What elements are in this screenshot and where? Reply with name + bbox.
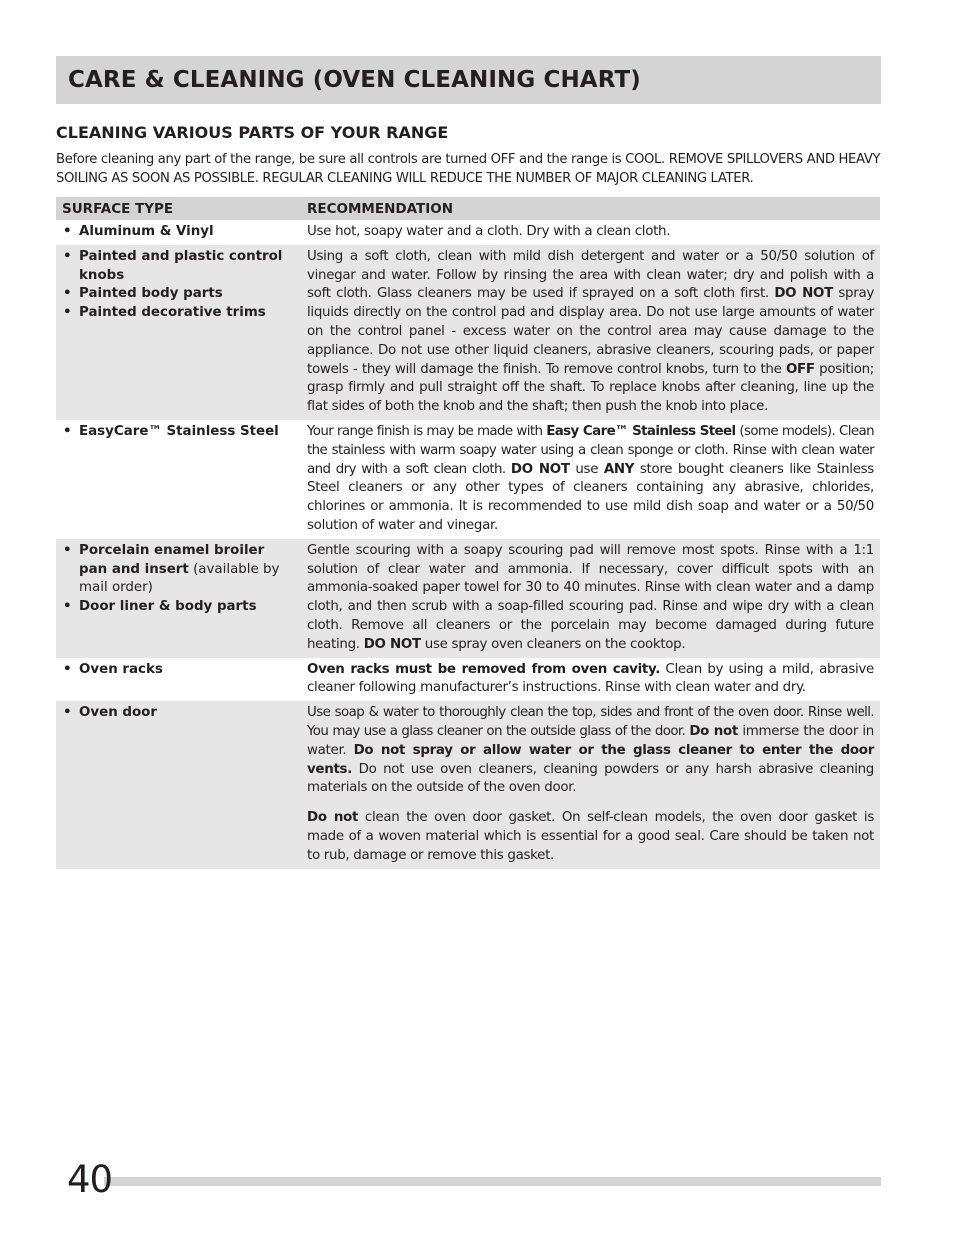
recommendation-text: Your range finish is may be made with	[307, 423, 547, 439]
surface-item	[62, 704, 295, 723]
recommendation-emphasis: Easy Care™ Stainless Steel	[546, 423, 736, 439]
recommendation-text: (some models). Clean the stainless with warm soapy water using a clean sponge or cloth. Rinse with clean water and dry with a soft clean cloth.	[307, 423, 875, 477]
recommendation-text: Using a soft cloth, clean with mild dish detergent and water or a 50/50 solution of vinegar and water. Follow by rinsing the area with clean water; dry and polish with a soft cloth. Glass cleaners may be used if sprayed on a soft cloth first.	[307, 248, 874, 302]
table-row	[56, 658, 880, 702]
surface-item	[62, 598, 295, 617]
surface-name: Painted decorative trims	[79, 305, 266, 321]
recommendation-text: Do not use oven cleaners, cleaning powders or any harsh abrasive cleaning materials on the outside of the oven door.	[307, 761, 874, 796]
surface-note: (available by mail order)	[79, 561, 280, 596]
surface-list	[62, 223, 295, 242]
table-row	[56, 701, 880, 868]
surface-name: Oven racks	[79, 661, 163, 677]
surface-cell	[56, 220, 301, 245]
recommendation-text: immerse the door in water.	[307, 723, 874, 758]
recommendation-cell	[301, 220, 880, 245]
recommendation-text: spray liquids directly on the control pad and display area. Do not use large amounts of water on the control panel - excess water on the control area may cause damage to the appliance. Do not use other liquid cleaners, abrasive cleaners, scouring pads, or paper towels - they will damage the finish. To remove control knobs, turn to the	[307, 286, 874, 377]
page-title: CARE & CLEANING (OVEN CLEANING CHART)	[68, 67, 641, 93]
recommendation-text: Gentle scouring with a soapy scouring pad will remove most spots. Rinse with a 1:1 solution of clear water and ammonia. If necessary, cover difficult spots with an ammonia-soaked paper towel for 30 to 40 minutes. Rinse with clean water and a damp cloth, and then scrub with a soap-filled scouring pad. Rinse and wipe dry with a clean cloth. Remove all cleaners or the porcelain may become damaged during future heating.	[307, 542, 874, 652]
surface-cell	[56, 539, 301, 658]
surface-name: Aluminum & Vinyl	[79, 224, 214, 239]
recommendation-emphasis: OFF	[785, 361, 815, 377]
recommendation-cell	[301, 539, 880, 658]
surface-name: Oven door	[79, 705, 157, 721]
table-row	[56, 245, 880, 420]
recommendation-text: use spray oven cleaners on the cooktop.	[420, 636, 686, 652]
title-bar	[56, 56, 881, 104]
surface-item	[62, 542, 295, 598]
cleaning-chart-table	[56, 197, 880, 869]
recommendation-text: clean the oven door gasket. On self-clean models, the oven door gasket is made of a woven material which is essential for a good seal. Care should be taken not to rub, damage or remove this gasket.	[307, 810, 874, 863]
table-header-row	[56, 197, 880, 220]
surface-item	[62, 304, 295, 323]
recommendation-text: Clean by using a mild, abrasive cleaner following manufacturer’s instructions. Rinse with clean water and dry.	[307, 661, 874, 696]
surface-list	[62, 661, 295, 680]
recommendation-text: store bought cleaners like Stainless Steel cleaners or any other types of cleaners containing any abrasive, chlorides, chlorines or ammonia. It is recommended to use mild dish soap and water or a 50/50 solution of water and vinegar.	[307, 461, 874, 533]
intro-paragraph: Before cleaning any part of the range, be sure all controls are turned OFF and the range is COOL. REMOVE SPILLOVERS AND HEAVY SOILING AS SOON AS POSSIBLE. REGULAR CLEANING WILL REDUCE THE NUMBER OF MAJOR CLEANING LATER.	[56, 152, 881, 186]
section-heading: CLEANING VARIOUS PARTS OF YOUR RANGE	[56, 123, 449, 142]
surface-name: Painted body parts	[79, 286, 223, 302]
surface-name: Door liner & body parts	[79, 599, 257, 615]
surface-cell	[56, 245, 301, 420]
surface-cell	[56, 420, 301, 539]
column-header-surface: SURFACE TYPE	[56, 197, 301, 220]
surface-item	[62, 285, 295, 304]
surface-name: Painted and plastic control knobs	[79, 248, 283, 283]
recommendation-paragraph	[307, 704, 874, 798]
recommendation-cell	[301, 658, 880, 702]
table-row	[56, 220, 880, 245]
recommendation-emphasis: Do not spray or allow water or the glass cleaner to enter the door vents.	[307, 742, 874, 777]
surface-item	[62, 223, 295, 242]
table-row	[56, 539, 880, 658]
page-number: 40	[67, 1158, 113, 1201]
column-header-recommendation: RECOMMENDATION	[301, 197, 880, 220]
recommendation-text: Use soap & water to thoroughly clean the top, sides and front of the oven door. Rinse well. You may use a glass cleaner on the outside glass of the door.	[307, 705, 874, 739]
recommendation-emphasis: DO NOT	[510, 461, 570, 477]
recommendation-text: Use hot, soapy water and a cloth. Dry with a clean cloth.	[307, 224, 671, 239]
surface-list	[62, 423, 295, 442]
surface-list	[62, 248, 295, 323]
surface-cell	[56, 701, 301, 868]
recommendation-cell	[301, 245, 880, 420]
recommendation-emphasis: Oven racks must be removed from oven cavity.	[307, 661, 660, 677]
recommendation-paragraph	[307, 809, 874, 865]
surface-item	[62, 661, 295, 680]
recommendation-text: use	[569, 461, 604, 477]
recommendation-emphasis: DO NOT	[363, 636, 421, 652]
surface-item	[62, 248, 295, 286]
recommendation-cell	[301, 420, 880, 539]
recommendation-emphasis: DO NOT	[774, 286, 833, 302]
surface-name: Porcelain enamel broiler pan and insert	[79, 542, 265, 577]
recommendation-emphasis: Do not	[307, 810, 359, 826]
recommendation-text: position; grasp firmly and pull straight off the shaft. To replace knobs after cleaning, line up the flat sides of both the knob and the shaft; then push the knob into place.	[307, 361, 874, 415]
surface-cell	[56, 658, 301, 702]
surface-item	[62, 423, 295, 442]
surface-name: EasyCare™ Stainless Steel	[79, 423, 279, 439]
table-row	[56, 420, 880, 539]
surface-list	[62, 704, 295, 723]
recommendation-emphasis: ANY	[603, 461, 635, 477]
surface-list	[62, 542, 295, 617]
footer-rule	[104, 1177, 881, 1186]
recommendation-cell	[301, 701, 880, 868]
recommendation-emphasis: Do not	[689, 723, 739, 739]
